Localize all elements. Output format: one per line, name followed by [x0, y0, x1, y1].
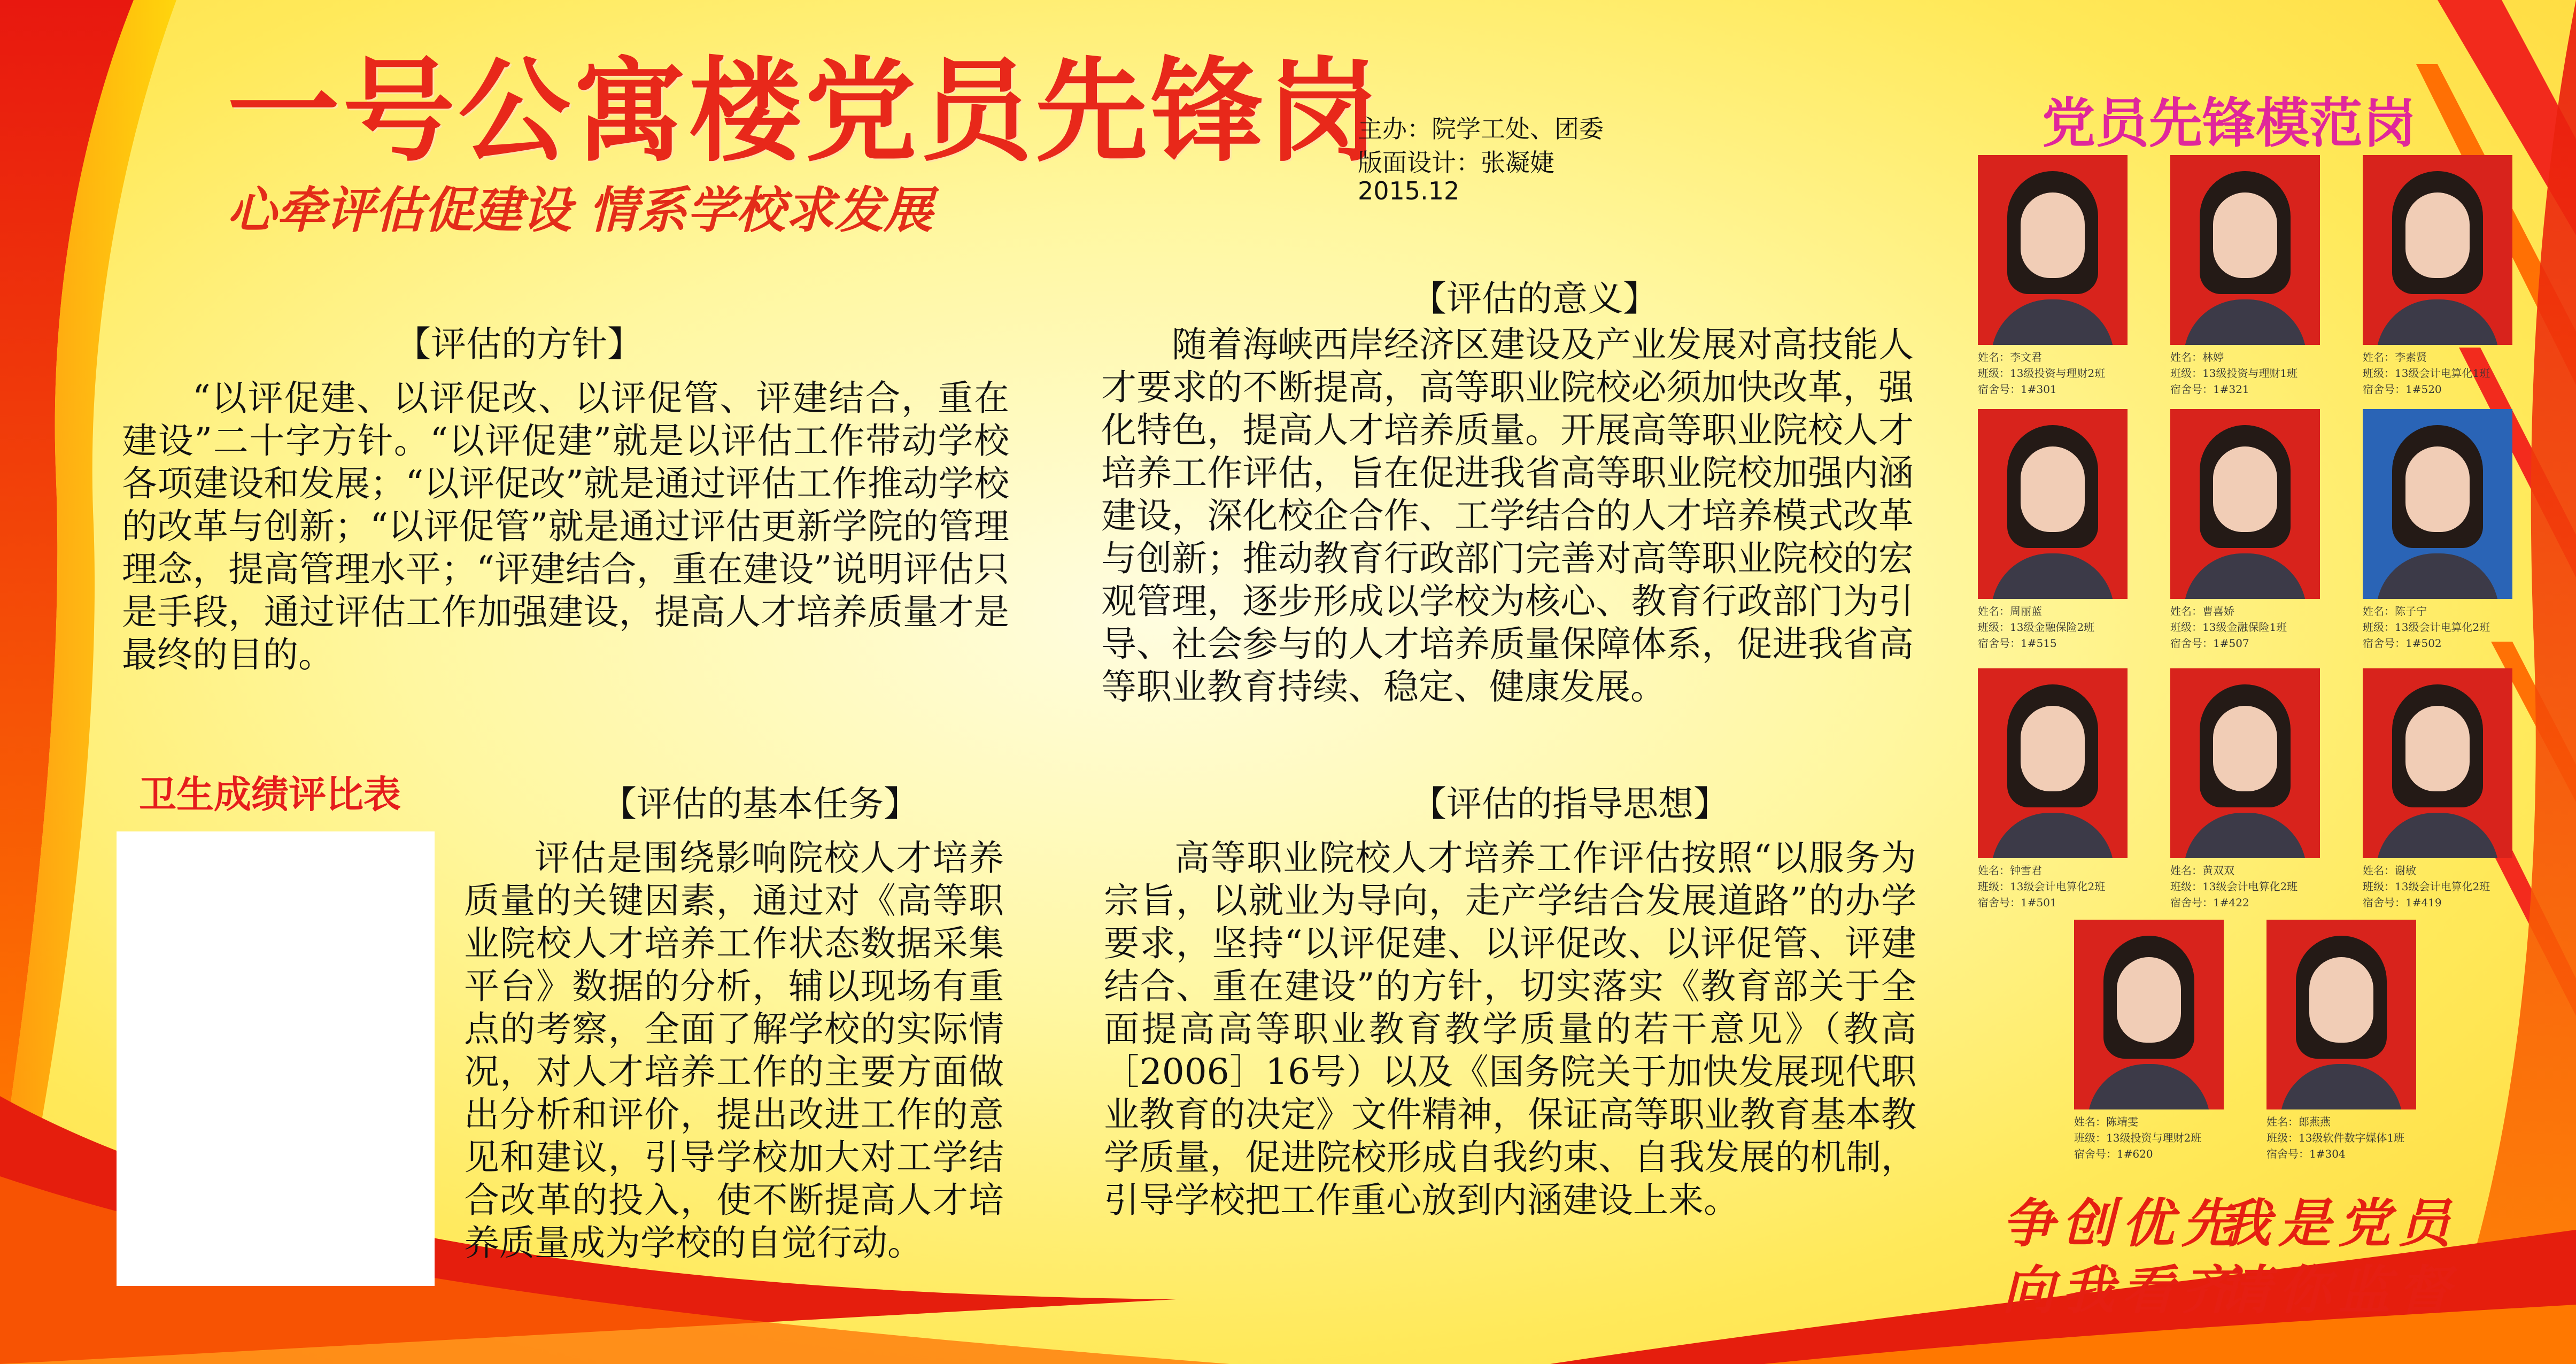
member-card: [1978, 668, 2138, 911]
member-card: [2170, 155, 2331, 397]
member-photo: [1978, 409, 2128, 599]
member-class: 班级：13级会计电算化2班: [2170, 880, 2298, 893]
member-photo: [2074, 920, 2224, 1109]
member-room: 宿舍号：1#502: [2363, 637, 2442, 650]
date-text: 2015.12: [1358, 176, 1460, 205]
member-name: 姓名：陈靖雯: [2074, 1115, 2138, 1128]
section-guiding: [1104, 837, 1916, 1222]
member-room: 宿舍号：1#321: [2170, 383, 2249, 396]
member-name: 姓名：李文君: [1978, 351, 2042, 364]
member-room: 宿舍号：1#620: [2074, 1147, 2153, 1160]
section-heading-guiding: 【评估的指导思想】: [1411, 783, 1729, 824]
member-photo: [2266, 920, 2416, 1109]
member-photo: [2170, 409, 2320, 599]
member-name: 姓名：李素贤: [2363, 351, 2427, 364]
section-principle: [122, 377, 1009, 676]
slogan-line2-right: 请你监督: [2218, 1260, 2458, 1321]
member-name: 姓名：郎燕燕: [2266, 1115, 2331, 1128]
member-name: 姓名：林婷: [2170, 351, 2224, 364]
member-card: [2363, 409, 2523, 651]
member-room: 宿舍号：1#301: [1978, 383, 2057, 396]
member-photo: [2170, 668, 2320, 858]
member-card: [2363, 155, 2523, 397]
member-name: 姓名：谢敏: [2363, 864, 2416, 877]
member-class: 班级：13级会计电算化2班: [1978, 880, 2106, 893]
member-name: 姓名：黄双双: [2170, 864, 2234, 877]
member-card: [2170, 409, 2331, 651]
section-tasks: [464, 837, 1004, 1265]
slogan-line1-left: 争创优先: [2002, 1193, 2242, 1254]
designer-text: 版面设计：张凝婕: [1358, 148, 1554, 177]
member-photo: [1978, 155, 2128, 345]
member-class: 班级：13级投资与理财2班: [2074, 1131, 2202, 1144]
section-text-meaning: 随着海峡西岸经济区建设及产业发展对高技能人才要求的不断提高，高等职业院校必须加快改革，强化特色，提高人才培养质量。开展高等职业院校人才培养工作评估，旨在促进我省高等职业院校加强内涵建设，深化校企合作、工学结合的人才培养模式改革与创新；推动教育行政部门完善对高等职业院校的宏观管理，逐步形成以学校为核心、教育行政部门为引导、社会参与的人才培养质量保障体系，促进我省高等职业教育持续、稳定、健康发展。: [1101, 324, 1914, 707]
member-room: 宿舍号：1#422: [2170, 896, 2249, 909]
member-photo: [2170, 155, 2320, 345]
section-heading-meaning: 【评估的意义】: [1411, 278, 1658, 319]
organizer-text: 主办：院学工处、团委: [1358, 114, 1604, 143]
section-text-tasks: 评估是围绕影响院校人才培养质量的关键因素，通过对《高等职业院校人才培养工作状态数据采集平台》数据的分析，辅以现场有重点的考察，全面了解学校的实际情况，对人才培养工作的主要方面做出分析和评价，提出改进工作的意见和建议，引导学校加大对工学结合改革的投入，使不断提高人才培养质量成为学校的自觉行动。: [464, 837, 1004, 1263]
member-room: 宿舍号：1#419: [2363, 896, 2442, 909]
member-card: [1978, 409, 2138, 651]
member-class: 班级：13级会计电算化2班: [2363, 880, 2490, 893]
section-text-principle: “以评促建、以评促改、以评促管、评建结合，重在建设”二十字方针。“以评促建”就是以评估工作带动学校各项建设和发展；“以评促改”就是通过评估工作推动学校的改革与创新；“以评促管”就是通过评估更新学院的管理理念，提高管理水平；“评建结合，重在建设”说明评估只是手段，通过评估工作加强建设，提高人才培养质量才是最终的目的。: [122, 377, 1009, 675]
member-card: [2170, 668, 2331, 911]
member-class: 班级：13级投资与理财2班: [1978, 367, 2106, 380]
section-text-guiding: 高等职业院校人才培养工作评估按照“以服务为宗旨，以就业为导向，走产学结合发展道路”的办学要求，坚持“以评促建、以评促改、以评促管、评建结合、重在建设”的方针，切实落实《教育部关于全面提高高等职业教育教学质量的若干意见》（教高［2006］16号）以及《国务院关于加快发展现代职业教育的决定》文件精神，保证高等职业教育基本教学质量，促进院校形成自我约束、自我发展的机制，引导学校把工作重心放到内涵建设上来。: [1104, 837, 1916, 1221]
member-name: 姓名：曹喜娇: [2170, 605, 2234, 618]
member-card: [2074, 920, 2234, 1162]
member-room: 宿舍号：1#304: [2266, 1147, 2346, 1160]
slogan-line1-right: 我是党员: [2218, 1193, 2458, 1254]
member-class: 班级：13级投资与理财1班: [2170, 367, 2298, 380]
member-name: 姓名：陈子宁: [2363, 605, 2427, 618]
hygiene-table-box: [117, 831, 435, 1286]
member-card: [2266, 920, 2427, 1162]
member-room: 宿舍号：1#520: [2363, 383, 2442, 396]
member-class: 班级：13级金融保险2班: [1978, 621, 2095, 634]
member-photo: [1978, 668, 2128, 858]
member-room: 宿舍号：1#501: [1978, 896, 2057, 909]
member-card: [1978, 155, 2138, 397]
member-photo: [2363, 668, 2512, 858]
hygiene-table-title: 卫生成绩评比表: [139, 773, 401, 816]
section-heading-tasks: 【评估的基本任务】: [601, 783, 919, 824]
member-class: 班级：13级金融保险1班: [2170, 621, 2287, 634]
page-title: 一号公寓楼党员先锋岗: [227, 46, 1382, 177]
member-name: 姓名：周丽蓝: [1978, 605, 2042, 618]
slogan-line2-left: 向我看齐: [2002, 1260, 2242, 1321]
member-card: [2363, 668, 2523, 911]
member-photo: [2363, 155, 2512, 345]
member-class: 班级：13级会计电算化2班: [2363, 621, 2490, 634]
page-subtitle: 心牵评估促建设 情系学校求发展: [227, 182, 933, 239]
section-heading-principle: 【评估的方针】: [396, 323, 643, 365]
member-photo: [2363, 409, 2512, 599]
models-title: 党员先锋模范岗: [2042, 92, 2416, 155]
member-name: 姓名：钟雪君: [1978, 864, 2042, 877]
section-meaning: [1101, 323, 1914, 708]
member-class: 班级：13级会计电算化1班: [2363, 367, 2490, 380]
member-room: 宿舍号：1#515: [1978, 637, 2057, 650]
member-class: 班级：13级软件数字媒体1班: [2266, 1131, 2405, 1144]
member-room: 宿舍号：1#507: [2170, 637, 2249, 650]
